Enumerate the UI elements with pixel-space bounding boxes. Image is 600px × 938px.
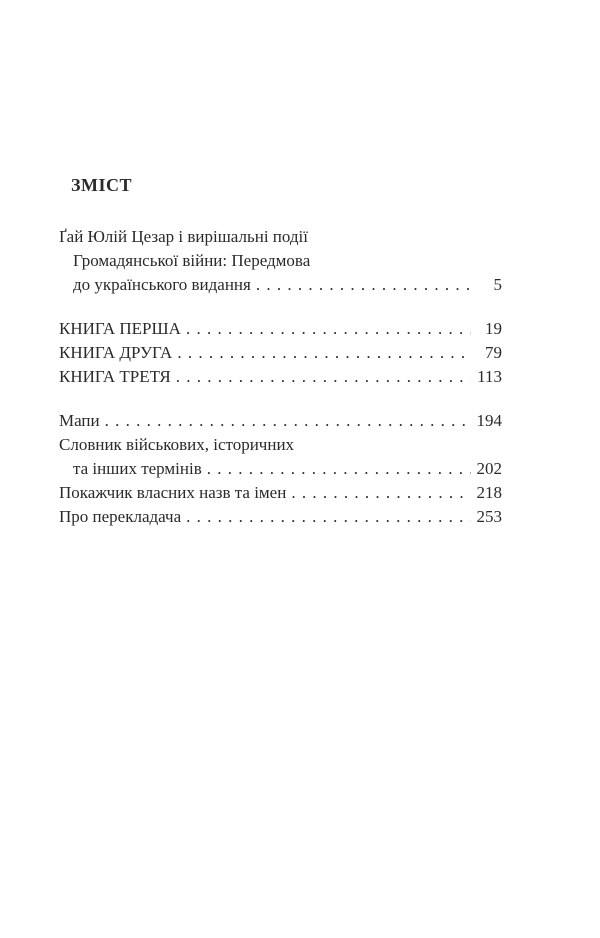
toc-entry <box>59 481 502 505</box>
toc-group <box>59 225 502 297</box>
toc-entry-text: Мапи <box>59 411 100 430</box>
table-of-contents <box>59 173 502 529</box>
toc-entry <box>59 433 502 481</box>
page-number: 113 <box>477 367 502 386</box>
dot-leader <box>100 409 471 433</box>
toc-entry <box>59 225 502 297</box>
dot-leader <box>171 365 471 389</box>
dot-leader <box>286 481 471 505</box>
toc-entry-text: Словник військових, історичних <box>59 435 295 454</box>
toc-entry-text: КНИГА ДРУГА <box>59 343 173 362</box>
dot-leader <box>251 273 471 297</box>
toc-entry-text: КНИГА ТРЕТЯ <box>59 367 171 386</box>
toc-entry <box>59 505 502 529</box>
toc-entry-text: КНИГА ПЕРША <box>59 319 181 338</box>
page-number: 202 <box>476 459 502 478</box>
page-number: 79 <box>485 343 502 362</box>
page-title: ЗМІСТ <box>71 175 132 195</box>
toc-entry <box>59 341 502 365</box>
page-number: 5 <box>493 275 502 294</box>
toc-group <box>59 317 502 389</box>
toc-entry-text: Громадянської війни: Передмова <box>73 251 311 270</box>
dot-leader <box>181 317 471 341</box>
dot-leader <box>172 341 471 365</box>
dot-leader <box>181 505 471 529</box>
toc-entry-text: Про перекладача <box>59 507 182 526</box>
toc-entry-text: до українського видання <box>73 275 251 294</box>
toc-group <box>59 409 502 529</box>
page-number: 218 <box>476 483 502 502</box>
page-number: 194 <box>476 411 502 430</box>
toc-entry <box>59 317 502 341</box>
toc-entry <box>59 409 502 433</box>
toc-entry-text: Ґай Юлій Цезар і вирішальні події <box>59 227 309 246</box>
page-number: 253 <box>476 507 502 526</box>
toc-entry-text: та інших термінів <box>73 459 202 478</box>
toc-entry-text: Покажчик власних назв та імен <box>59 483 287 502</box>
toc-entry <box>59 365 502 389</box>
dot-leader <box>202 457 471 481</box>
page-number: 19 <box>485 319 502 338</box>
